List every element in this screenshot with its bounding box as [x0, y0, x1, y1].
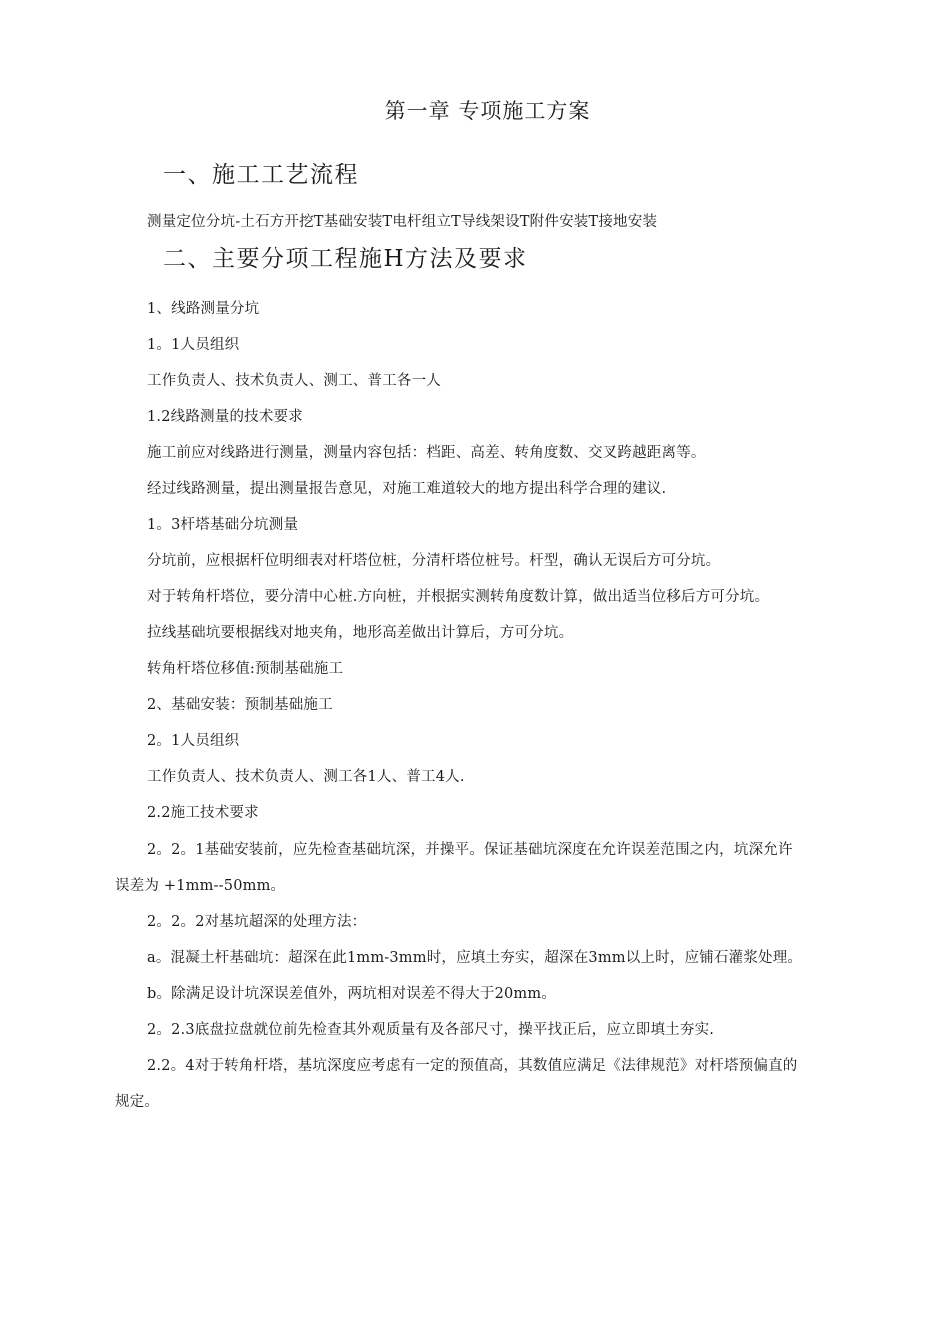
paragraph-line: 2.2。4对于转角杆塔，基坑深度应考虑有一定的预值高，其数值应满足《法律规范》对杆塔预偏直的	[147, 1058, 798, 1074]
paragraph-line: a。混凝土杆基础坑：超深在此1mm-3mm时，应填土夯实，超深在3mm以上时，应铺石灌浆处理。	[147, 950, 803, 966]
paragraph-line: 2。2.3底盘拉盘就位前先检查其外观质量有及各部尺寸，操平找正后，应立即填土夯实.	[147, 1022, 715, 1038]
paragraph-line: 工作负责人、技术负责人、测工各1人、普工4人.	[147, 769, 465, 785]
chapter-title: 第一章 专项施工方案	[384, 99, 591, 123]
paragraph-line: 规定。	[115, 1094, 160, 1110]
paragraph-line: 1.2线路测量的技术要求	[147, 409, 303, 425]
paragraph-line: 工作负责人、技术负责人、测工、普工各一人	[147, 373, 441, 389]
paragraph-line: 误差为 +1mm--50mm。	[115, 878, 286, 894]
paragraph-line: 施工前应对线路进行测量，测量内容包括：档距、高差、转角度数、交叉跨越距离等。	[147, 445, 706, 461]
section-heading-process: 一、施工工艺流程	[163, 162, 359, 188]
paragraph-line: 转角杆塔位移值:预制基础施工	[147, 661, 344, 677]
paragraph-line: 1。3杆塔基础分坑测量	[147, 517, 299, 533]
paragraph-line: 经过线路测量，提出测量报告意见，对施工难道较大的地方提出科学合理的建议.	[147, 481, 667, 497]
paragraph-line: 2。1人员组织	[147, 733, 240, 749]
paragraph-line: 2。2。2对基坑超深的处理方法：	[147, 914, 367, 930]
paragraph-line: 2。2。1基础安装前，应先检查基础坑深，并操平。保证基础坑深度在允许误差范围之内，坑深允许	[147, 842, 793, 858]
paragraph-line: 2.2施工技术要求	[147, 805, 259, 821]
paragraph-line: 2、基础安装：预制基础施工	[147, 697, 333, 713]
paragraph-line: 拉线基础坑要根据线对地夹角，地形高差做出计算后，方可分坑。	[147, 625, 574, 641]
paragraph-line: 分坑前，应根据杆位明细表对杆塔位桩，分清杆塔位桩号。杆型，确认无误后方可分坑。	[147, 553, 721, 569]
paragraph-line: 1。1人员组织	[147, 337, 240, 353]
process-flow-text: 测量定位分坑-土石方开挖T基础安装T电杆组立T导线架设T附件安装T接地安装	[147, 214, 658, 230]
paragraph-line: 对于转角杆塔位，要分清中心桩.方向桩，并根据实测转角度数计算，做出适当位移后方可分坑。	[147, 589, 770, 605]
section-heading-methods: 二、主要分项工程施H方法及要求	[163, 246, 528, 272]
paragraph-line: 1、线路测量分坑	[147, 301, 260, 317]
paragraph-line: b。除满足设计坑深误差值外，两坑相对误差不得大于20mm。	[147, 986, 557, 1002]
